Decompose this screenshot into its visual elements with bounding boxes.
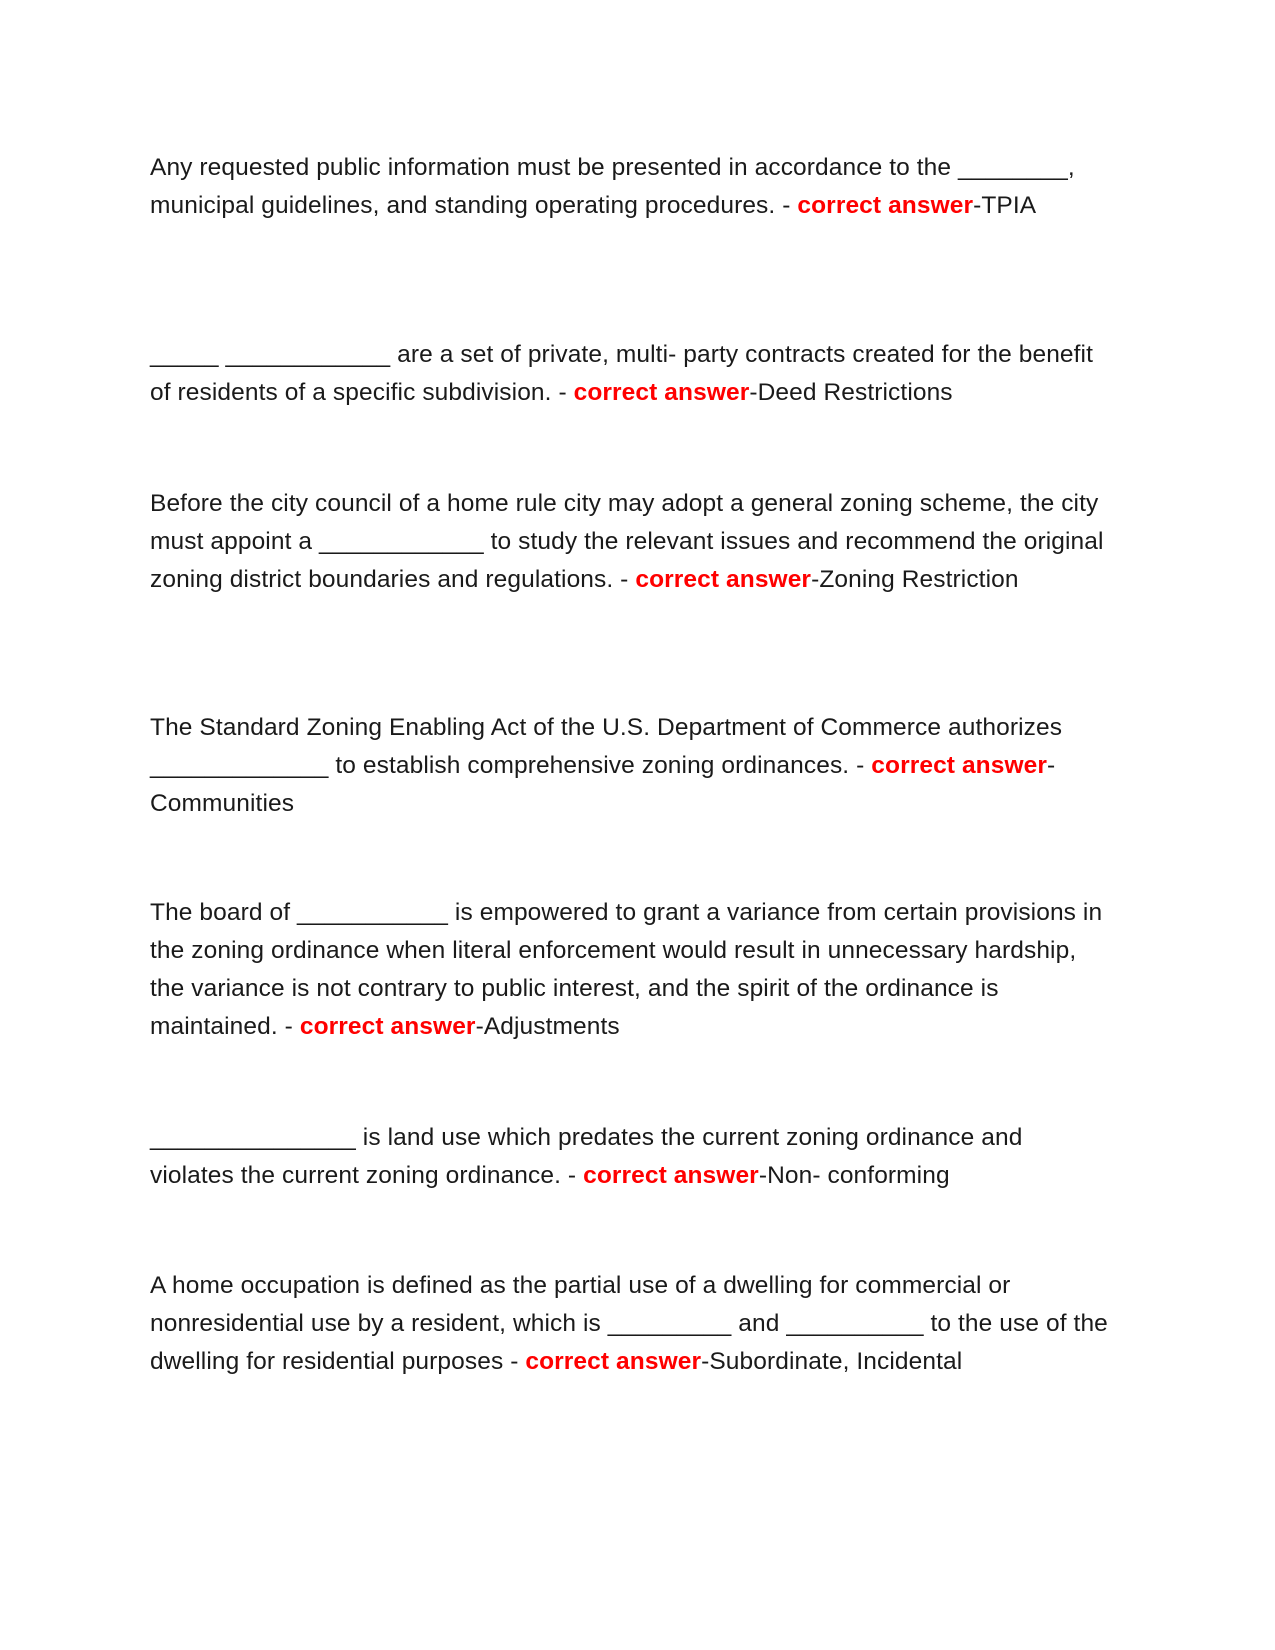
correct-answer-label: correct answer (871, 752, 1047, 779)
correct-answer-label: correct answer (299, 1013, 476, 1040)
question-text: Before the city council of a home rule city may adopt a general zoning scheme, the city must appoint a ____________ to study the relevant issues and recommend the original zoning district boundaries and regulations. - (150, 490, 1104, 593)
question-text: _____ ____________ are a set of private, multi- party contracts created for the benefit of residents of a specific subdivision. - (150, 341, 1094, 406)
answer-text: -TPIA (973, 192, 1037, 219)
question-text: The board of ___________ is empowered to grant a variance from certain provisions in the zoning ordinance when literal enforcement would result in unnecessary hardship, the variance is not contrary to public interest, and the spirit of the ordinance is maintained. - (150, 899, 1103, 1040)
answer-text: -Communities (150, 752, 1056, 817)
correct-answer-label: correct answer (797, 192, 974, 219)
qa-item (150, 1267, 1110, 1381)
question-text: A home occupation is defined as the partial use of a dwelling for commercial or nonresidential use by a resident, which is _________ and __________ to the use of the dwelling for residential purposes - (150, 1272, 1108, 1375)
answer-text: -Adjustments (475, 1013, 620, 1040)
correct-answer-label: correct answer (525, 1348, 702, 1375)
qa-item (150, 336, 1110, 412)
correct-answer-label: correct answer (573, 379, 750, 406)
qa-item (150, 894, 1110, 1046)
qa-item (150, 1119, 1110, 1195)
answer-text: -Deed Restrictions (749, 379, 953, 406)
answer-text: -Non- conforming (758, 1162, 950, 1189)
qa-item (150, 149, 1110, 225)
correct-answer-label: correct answer (583, 1162, 759, 1189)
correct-answer-label: correct answer (635, 566, 812, 593)
qa-item (150, 485, 1110, 599)
question-text: _______________ is land use which predates the current zoning ordinance and violates the current zoning ordinance. - (150, 1124, 1023, 1189)
question-text: The Standard Zoning Enabling Act of the U.S. Department of Commerce authorizes _____________ to establish comprehensive zoning ordinances. - (150, 714, 1063, 779)
question-text: Any requested public information must be presented in accordance to the ________, municipal guidelines, and standing operating procedures. - (150, 154, 1075, 219)
answer-text: -Zoning Restriction (811, 566, 1019, 593)
answer-text: -Subordinate, Incidental (701, 1348, 963, 1375)
qa-item (150, 709, 1110, 823)
